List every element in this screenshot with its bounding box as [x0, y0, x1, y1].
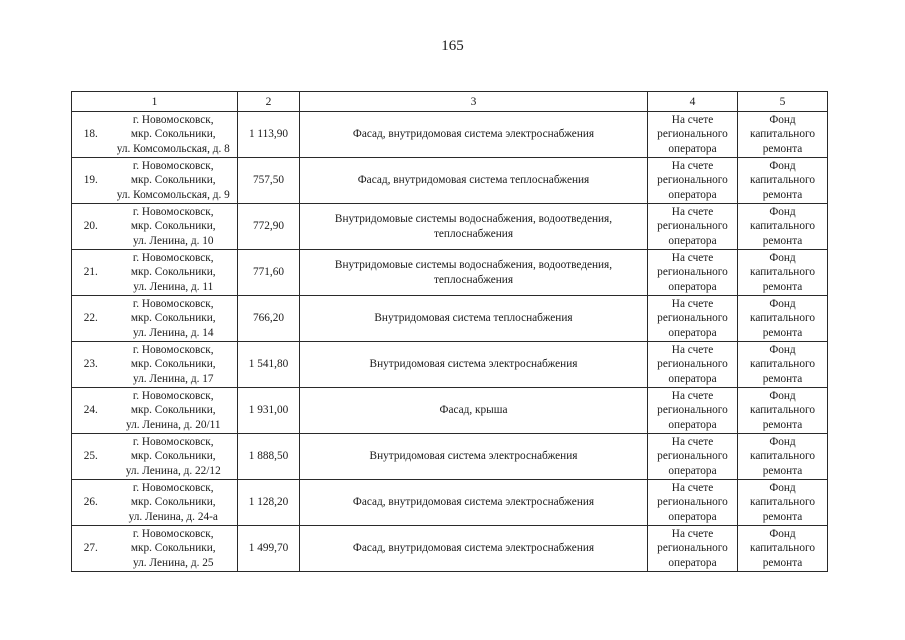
fund-cell — [738, 112, 828, 158]
account-cell — [648, 342, 738, 388]
address-cell — [110, 526, 238, 572]
value-cell: 1 113,90 — [238, 112, 300, 158]
account-line: регионального — [657, 312, 728, 325]
value-cell: 1 541,80 — [238, 342, 300, 388]
works-cell — [300, 296, 648, 342]
row-number: 22. — [72, 296, 110, 342]
row-number: 23. — [72, 342, 110, 388]
address-line: г. Новомосковск, — [132, 297, 214, 310]
fund-line: капитального — [750, 174, 815, 187]
fund-line: ремонта — [762, 280, 803, 293]
address-line: мкр. Сокольники, — [130, 174, 216, 187]
address-line: г. Новомосковск, — [132, 343, 214, 356]
address-line: г. Новомосковск, — [132, 481, 214, 494]
fund-line: ремонта — [762, 188, 803, 201]
fund-line: капитального — [750, 312, 815, 325]
fund-line: капитального — [750, 542, 815, 555]
works-line: Внутридомовая система электроснабжения — [369, 450, 578, 463]
address-line: ул. Ленина, д. 25 — [132, 556, 214, 569]
address-line: г. Новомосковск, — [132, 251, 214, 264]
address-line: г. Новомосковск, — [132, 159, 214, 172]
account-line: регионального — [657, 220, 728, 233]
value-cell: 772,90 — [238, 204, 300, 250]
account-line: оператора — [668, 372, 717, 385]
account-line: регионального — [657, 358, 728, 371]
fund-line: Фонд — [769, 297, 796, 310]
address-line: ул. Ленина, д. 22/12 — [125, 464, 221, 477]
account-line: На счете — [671, 113, 714, 126]
address-line: ул. Комсомольская, д. 9 — [116, 188, 230, 201]
address-line: г. Новомосковск, — [132, 113, 214, 126]
fund-cell — [738, 480, 828, 526]
row-number: 21. — [72, 250, 110, 296]
row-number: 25. — [72, 434, 110, 480]
table-row — [72, 204, 828, 250]
repair-table — [71, 91, 828, 572]
fund-line: ремонта — [762, 510, 803, 523]
account-line: оператора — [668, 234, 717, 247]
fund-line: ремонта — [762, 234, 803, 247]
header-cell-address: 1 — [72, 92, 238, 112]
table-row — [72, 388, 828, 434]
fund-line: капитального — [750, 128, 815, 141]
table-row — [72, 480, 828, 526]
works-cell — [300, 250, 648, 296]
account-line: оператора — [668, 510, 717, 523]
fund-line: Фонд — [769, 205, 796, 218]
account-line: На счете — [671, 251, 714, 264]
fund-cell — [738, 526, 828, 572]
account-cell — [648, 434, 738, 480]
account-line: На счете — [671, 481, 714, 494]
table-header-row — [72, 92, 828, 112]
account-line: регионального — [657, 128, 728, 141]
works-cell — [300, 388, 648, 434]
fund-line: ремонта — [762, 418, 803, 431]
fund-cell — [738, 388, 828, 434]
fund-line: Фонд — [769, 481, 796, 494]
address-line: мкр. Сокольники, — [130, 128, 216, 141]
address-line: мкр. Сокольники, — [130, 358, 216, 371]
address-cell — [110, 480, 238, 526]
account-cell — [648, 158, 738, 204]
account-line: оператора — [668, 280, 717, 293]
fund-line: капитального — [750, 220, 815, 233]
value-cell: 1 888,50 — [238, 434, 300, 480]
table-row — [72, 112, 828, 158]
value-cell: 766,20 — [238, 296, 300, 342]
fund-line: Фонд — [769, 527, 796, 540]
fund-line: Фонд — [769, 389, 796, 402]
fund-line: ремонта — [762, 142, 803, 155]
address-line: мкр. Сокольники, — [130, 542, 216, 555]
works-cell — [300, 112, 648, 158]
account-line: регионального — [657, 174, 728, 187]
header-cell-works: 3 — [300, 92, 648, 112]
address-cell — [110, 112, 238, 158]
account-line: оператора — [668, 326, 717, 339]
address-line: г. Новомосковск, — [132, 389, 214, 402]
row-number: 24. — [72, 388, 110, 434]
address-line: г. Новомосковск, — [132, 205, 214, 218]
row-number: 19. — [72, 158, 110, 204]
works-line: Фасад, внутридомовая система электроснабжения — [352, 128, 595, 141]
account-line: На счете — [671, 205, 714, 218]
address-line: ул. Ленина, д. 17 — [132, 372, 214, 385]
address-line: г. Новомосковск, — [132, 435, 214, 448]
account-line: На счете — [671, 297, 714, 310]
account-line: оператора — [668, 556, 717, 569]
account-line: оператора — [668, 188, 717, 201]
address-line: ул. Ленина, д. 24-а — [128, 510, 218, 523]
address-cell — [110, 296, 238, 342]
table-row — [72, 434, 828, 480]
account-line: На счете — [671, 527, 714, 540]
address-line: мкр. Сокольники, — [130, 496, 216, 509]
header-cell-account: 4 — [648, 92, 738, 112]
fund-line: капитального — [750, 496, 815, 509]
address-line: мкр. Сокольники, — [130, 266, 216, 279]
account-line: На счете — [671, 343, 714, 356]
account-cell — [648, 204, 738, 250]
fund-cell — [738, 296, 828, 342]
fund-cell — [738, 158, 828, 204]
works-line: теплоснабжения — [433, 273, 514, 286]
table-row — [72, 158, 828, 204]
works-cell — [300, 204, 648, 250]
works-cell — [300, 434, 648, 480]
address-line: г. Новомосковск, — [132, 527, 214, 540]
account-line: оператора — [668, 418, 717, 431]
address-cell — [110, 342, 238, 388]
works-line: Фасад, внутридомовая система электроснабжения — [352, 496, 595, 509]
account-cell — [648, 296, 738, 342]
account-line: регионального — [657, 542, 728, 555]
works-cell — [300, 158, 648, 204]
table-row — [72, 342, 828, 388]
address-line: ул. Ленина, д. 20/11 — [125, 418, 221, 431]
table-row — [72, 296, 828, 342]
fund-line: Фонд — [769, 343, 796, 356]
fund-cell — [738, 250, 828, 296]
fund-line: ремонта — [762, 372, 803, 385]
fund-line: капитального — [750, 404, 815, 417]
fund-line: ремонта — [762, 556, 803, 569]
value-cell: 1 128,20 — [238, 480, 300, 526]
address-line: ул. Ленина, д. 14 — [132, 326, 214, 339]
value-cell: 757,50 — [238, 158, 300, 204]
account-line: регионального — [657, 404, 728, 417]
fund-line: Фонд — [769, 435, 796, 448]
address-line: ул. Ленина, д. 10 — [132, 234, 214, 247]
address-line: ул. Ленина, д. 11 — [133, 280, 214, 293]
account-line: регионального — [657, 496, 728, 509]
fund-line: капитального — [750, 450, 815, 463]
address-line: мкр. Сокольники, — [130, 404, 216, 417]
fund-line: капитального — [750, 358, 815, 371]
page-number: 165 — [441, 38, 464, 54]
account-cell — [648, 112, 738, 158]
address-cell — [110, 388, 238, 434]
fund-line: Фонд — [769, 251, 796, 264]
works-line: теплоснабжения — [433, 227, 514, 240]
account-cell — [648, 526, 738, 572]
row-number: 27. — [72, 526, 110, 572]
works-line: Фасад, внутридомовая система электроснабжения — [352, 542, 595, 555]
address-line: мкр. Сокольники, — [130, 220, 216, 233]
address-line: мкр. Сокольники, — [130, 450, 216, 463]
fund-cell — [738, 342, 828, 388]
works-line: Фасад, внутридомовая система теплоснабжения — [357, 174, 590, 187]
value-cell: 1 499,70 — [238, 526, 300, 572]
works-cell — [300, 526, 648, 572]
table-row — [72, 526, 828, 572]
works-line: Внутридомовые системы водоснабжения, водоотведения, — [334, 213, 613, 225]
account-line: регионального — [657, 450, 728, 463]
works-line: Внутридомовые системы водоснабжения, водоотведения, — [334, 259, 613, 271]
header-cell-value: 2 — [238, 92, 300, 112]
works-line: Внутридомовая система электроснабжения — [369, 358, 578, 371]
address-cell — [110, 204, 238, 250]
table-row — [72, 250, 828, 296]
account-line: На счете — [671, 435, 714, 448]
value-cell: 771,60 — [238, 250, 300, 296]
fund-cell — [738, 204, 828, 250]
row-number: 20. — [72, 204, 110, 250]
address-cell — [110, 250, 238, 296]
works-cell — [300, 342, 648, 388]
fund-line: ремонта — [762, 464, 803, 477]
fund-line: ремонта — [762, 326, 803, 339]
account-line: оператора — [668, 142, 717, 155]
account-line: регионального — [657, 266, 728, 279]
account-line: На счете — [671, 389, 714, 402]
fund-line: Фонд — [769, 113, 796, 126]
row-number: 26. — [72, 480, 110, 526]
fund-line: капитального — [750, 266, 815, 279]
value-cell: 1 931,00 — [238, 388, 300, 434]
works-cell — [300, 480, 648, 526]
address-line: мкр. Сокольники, — [130, 312, 216, 325]
account-cell — [648, 250, 738, 296]
address-line: ул. Комсомольская, д. 8 — [116, 142, 230, 155]
address-cell — [110, 434, 238, 480]
works-line: Фасад, крыша — [439, 404, 508, 417]
account-cell — [648, 388, 738, 434]
account-line: На счете — [671, 159, 714, 172]
account-line: оператора — [668, 464, 717, 477]
fund-cell — [738, 434, 828, 480]
address-cell — [110, 158, 238, 204]
fund-line: Фонд — [769, 159, 796, 172]
works-line: Внутридомовая система теплоснабжения — [374, 312, 573, 325]
header-cell-fund: 5 — [738, 92, 828, 112]
account-cell — [648, 480, 738, 526]
row-number: 18. — [72, 112, 110, 158]
